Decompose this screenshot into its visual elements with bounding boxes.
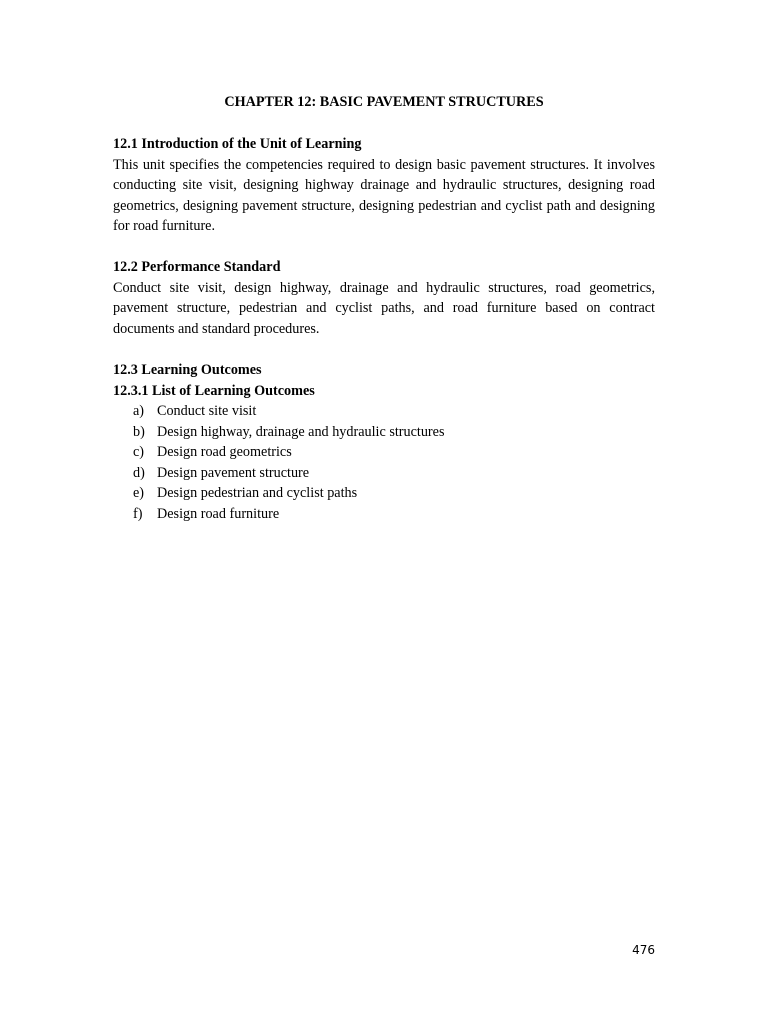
list-marker: f) [133,505,143,522]
list-item [113,422,655,443]
learning-outcomes-list [113,401,655,524]
subsection-heading-list-of-outcomes: 12.3.1 List of Learning Outcomes [113,382,315,399]
section-body-introduction: This unit specifies the competencies required to design basic pavement structures. It involves conducting site visit, designing highway drainage and hydraulic structures, designing road geometrics, designing pavement structure, designing pedestrian and cyclist path and designing for road furniture. [113,156,655,235]
list-item-text: Design highway, drainage and hydraulic structures [157,423,445,440]
section-heading-learning-outcomes: 12.3 Learning Outcomes [113,362,262,378]
section-learning-outcomes [113,360,655,524]
list-item [113,504,655,525]
section-heading-performance-standard: 12.2 Performance Standard [113,259,281,275]
section-performance-standard [113,257,655,339]
chapter-title: CHAPTER 12: BASIC PAVEMENT STRUCTURES [224,94,544,110]
section-body-performance-standard: Conduct site visit, design highway, drainage and hydraulic structures, road geometrics, pavement structure, pedestrian and cyclist paths, and road furniture based on contract documents and standard procedures. [113,279,655,337]
list-marker: a) [133,403,145,419]
list-item [113,463,655,484]
list-marker: c) [133,444,145,460]
list-item [113,483,655,504]
list-item-text: Design pavement structure [157,464,310,481]
list-item-text: Conduct site visit [157,403,257,419]
list-item [113,442,655,463]
list-marker: e) [133,485,145,501]
list-marker: d) [133,464,145,481]
section-heading-introduction: 12.1 Introduction of the Unit of Learning [113,136,362,152]
section-introduction [113,134,655,237]
list-item [113,401,655,422]
page-number: 476 [632,943,655,957]
list-item-text: Design road geometrics [157,444,292,460]
list-item-text: Design road furniture [157,505,280,522]
list-item-text: Design pedestrian and cyclist paths [157,485,358,501]
list-marker: b) [133,423,145,440]
